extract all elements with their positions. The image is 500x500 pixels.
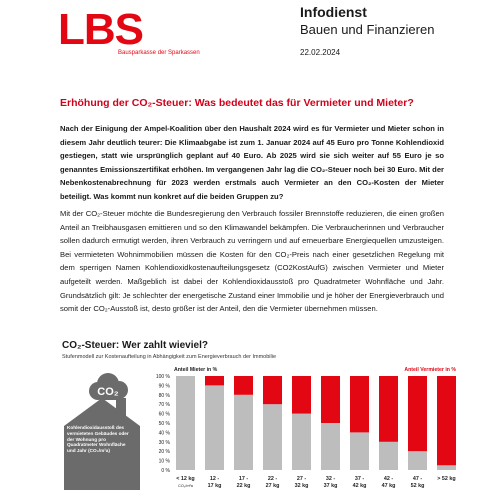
bar-vermieter [408,376,427,451]
bar-mieter [321,423,340,470]
x-tick-label: 32 - [325,476,336,482]
x-tick-label: > 52 kg [437,476,456,482]
header-date: 22.02.2024 [300,48,341,57]
x-tick-label: 17 kg [207,483,222,489]
x-tick-label: 32 kg [294,483,309,489]
lbs-logo [56,5,200,60]
x-tick-label: 17 - [238,476,249,482]
bar-mieter [263,404,282,470]
cost-split-chart [140,362,500,500]
x-tick-label: 37 kg [323,483,338,489]
infographic-title: CO₂-Steuer: Wer zahlt wieviel? [62,340,208,351]
y-tick-label: 70 % [158,402,170,409]
bar-mieter [437,465,456,470]
bar-mieter [234,395,253,470]
y-tick-label: 80 % [158,392,170,399]
house-caption: Kohlendioxidausstoß des vermieteten Gebäudes oder der Wohnung pro Quadratmeter Wohnfläche und Jahr (CO₂/m²a) [67,425,129,454]
logo-wordmark: LBS [58,5,143,54]
x-tick-label: < 12 kg [176,476,195,482]
x-unit-label: CO₂/m²a [178,484,193,488]
bar-mieter [176,376,195,470]
bar-vermieter [437,376,456,465]
x-tick-label: 27 - [296,476,307,482]
header-title: Infodienst [300,4,367,20]
bar-vermieter [321,376,340,423]
y-tick-label: 60 % [158,411,170,418]
x-tick-label: 47 - [412,476,423,482]
y-tick-label: 0 % [161,468,170,474]
bar-vermieter [205,376,224,385]
article-lead: Nach der Einigung der Ampel-Koalition über den Haushalt 2024 wird es für Vermieter und Mieter schon in diesem Jahr deutlich teurer: Die Klimaabgabe ist zum 1. Januar 2024 auf 45 Euro pro Tonne Kohlendioxid gestiegen, statt wie ursprünglich geplant auf 40 Euro. Ab 2025 wird sie sich weiter auf 55 Euro je so genanntes Emissionszertifikat erhöhen. Im vergangenen Jahr lag die CO₂-Steuer noch bei 30 Euro. Mit der Nebenkostenabrechnung für 2023 werden erstmals auch Vermieter an den CO₂-Kosten der Mieter beteiligt. Was kommt nun konkret auf die beiden Gruppen zu? [60,124,444,201]
legend-mieter: Anteil Mieter in % [174,367,218,373]
y-tick-label: 50 % [158,421,170,427]
x-tick-label: 52 kg [410,483,425,489]
header-subtitle: Bauen und Finanzieren [300,22,435,37]
x-tick-label: 22 kg [236,483,251,489]
bar-vermieter [379,376,398,442]
y-tick-label: 30 % [158,439,170,446]
x-tick-label: 12 - [209,476,220,482]
y-tick-label: 40 % [158,430,170,437]
bar-mieter [350,432,369,470]
y-tick-label: 20 % [158,449,170,456]
x-tick-label: 27 kg [265,483,280,489]
y-tick-label: 10 % [158,458,170,465]
bar-vermieter [292,376,311,414]
bar-vermieter [350,376,369,432]
y-tick-label: 100 % [155,374,170,380]
article-headline: Erhöhung der CO₂-Steuer: Was bedeutet das für Vermieter und Mieter? [60,97,414,109]
logo-subtext: Bausparkasse der Sparkassen [118,50,200,56]
bar-mieter [205,385,224,470]
x-tick-label: 42 - [383,476,394,482]
bar-mieter [379,442,398,470]
x-tick-label: 47 kg [381,483,396,489]
y-tick-label: 90 % [158,383,170,390]
bar-vermieter [234,376,253,395]
article-body: Mit der CO₂-Steuer möchte die Bundesregierung den Verbrauch fossiler Brennstoffe reduzieren, die einen großen Anteil an Treibhausgasen emittieren und so den Klimawandel bekämpfen. Die Verbraucherinnen und Verbraucher sollen dadurch ermutigt werden, ihren Verbrauch zu verringern und auf erneuerbare Energiequellen umzusteigen. Bei vermieteten Wohnimmobilien müssen die Kosten für den CO₂-Preis nach einer gesetzlichen Regelung mit dem sperrigen Namen Kohlendioxidkostenaufteilungsgesetz (CO2KostAufG) zwischen Vermieter und Mieter aufgeteilt werden. Maßgeblich ist dabei der Kohlendioxidausstoß pro Quadratmeter Wohnfläche und Jahr. Grundsätzlich gilt: Je schlechter der energetische Zustand einer Immobilie und je höher der Energieverbrauch und somit der CO₂-Ausstoß ist, desto größer ist der Anteil, den die Vermieter übernehmen müssen. [60,209,444,314]
x-tick-label: 42 kg [352,483,367,489]
x-tick-label: 37 - [354,476,365,482]
bar-mieter [292,414,311,470]
infographic-subtitle: Stufenmodell zur Kostenaufteilung in Abhängigkeit zum Energieverbrauch der Immobilie [62,354,277,360]
cloud-label: CO₂ [97,386,119,398]
bar-mieter [408,451,427,470]
bar-vermieter [263,376,282,404]
x-tick-label: 22 - [267,476,278,482]
legend-vermieter: Anteil Vermieter in % [404,367,456,373]
